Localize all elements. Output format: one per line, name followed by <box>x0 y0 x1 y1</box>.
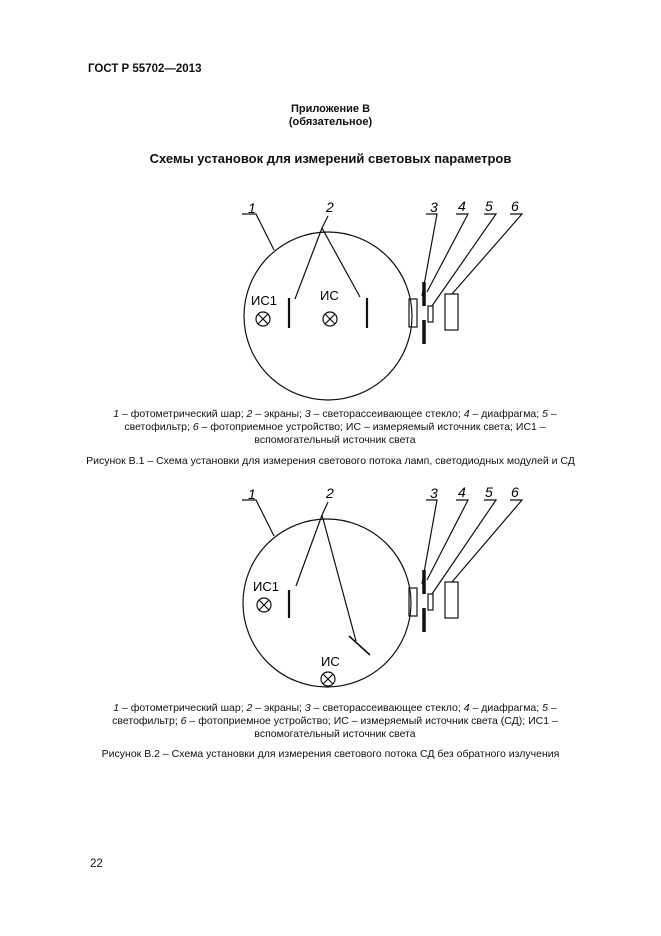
fig2-caption: Рисунок В.2 – Схема установки для измерения светового потока СД без обратного излучения <box>101 748 560 760</box>
document-header: ГОСТ Р 55702—2013 <box>88 63 202 75</box>
section-title: Схемы установок для измерений световых параметров <box>149 151 512 166</box>
fig1-num-3: 3 <box>430 199 438 215</box>
fig2-aux-label: ИС1 <box>253 579 279 594</box>
fig2-num-2: 2 <box>326 485 334 501</box>
fig2-leader-2b <box>296 515 322 586</box>
appendix-type: (обязательное) <box>288 116 373 128</box>
fig2-leader-5 <box>432 500 496 594</box>
fig1-caption: Рисунок В.1 – Схема установки для измерения светового потока ламп, светодиодных модулей и СД <box>86 455 575 467</box>
fig2-source-label: ИС <box>321 654 340 669</box>
fig2-num-4: 4 <box>458 484 466 500</box>
page-number: 22 <box>90 858 103 870</box>
fig2-num-1: 1 <box>248 486 256 502</box>
fig1-num-6: 6 <box>511 198 519 214</box>
fig2-legend-line2: светофильтр; 6 – фотоприемное устройство; ИС – измеряемый источник света (СД); ИС1 – <box>112 715 558 727</box>
fig2-leader-2a <box>322 502 328 515</box>
fig2-screen-diag <box>349 636 370 655</box>
fig1-legend-line2: светофильтр; 6 – фотоприемное устройство; ИС – измеряемый источник света; ИС1 – <box>124 421 546 433</box>
fig1-num-1: 1 <box>248 200 256 216</box>
fig1-num-5: 5 <box>485 198 493 214</box>
fig1-aux-label: ИС1 <box>251 293 277 308</box>
fig1-num-4: 4 <box>458 198 466 214</box>
fig2-leader-2c <box>322 515 356 641</box>
fig1-num-2: 2 <box>326 199 334 215</box>
fig2-num-3: 3 <box>430 485 438 501</box>
fig2-legend <box>100 702 570 741</box>
fig2-legend-line1: 1 – фотометрический шар; 2 – экраны; 3 – светорассеивающее стекло; 4 – диафрагма; 5 – <box>113 702 557 714</box>
fig2-filter <box>428 594 433 610</box>
appendix-title: Приложение В <box>290 103 371 115</box>
fig2-num-5: 5 <box>485 484 493 500</box>
fig1-legend-line3: вспомогательный источник света <box>254 434 416 446</box>
fig1-legend-line1: 1 – фотометрический шар; 2 – экраны; 3 – светорассеивающее стекло; 4 – диафрагма; 5 – <box>113 408 557 420</box>
fig2-detector <box>445 582 458 618</box>
fig2-legend-line3: вспомогательный источник света <box>254 728 416 740</box>
fig2-leader-3 <box>422 500 437 584</box>
fig1-source-label: ИС <box>320 288 339 303</box>
fig2-leader-1 <box>242 500 274 536</box>
fig2-num-6: 6 <box>511 484 519 500</box>
fig2-leader-4 <box>427 500 468 580</box>
